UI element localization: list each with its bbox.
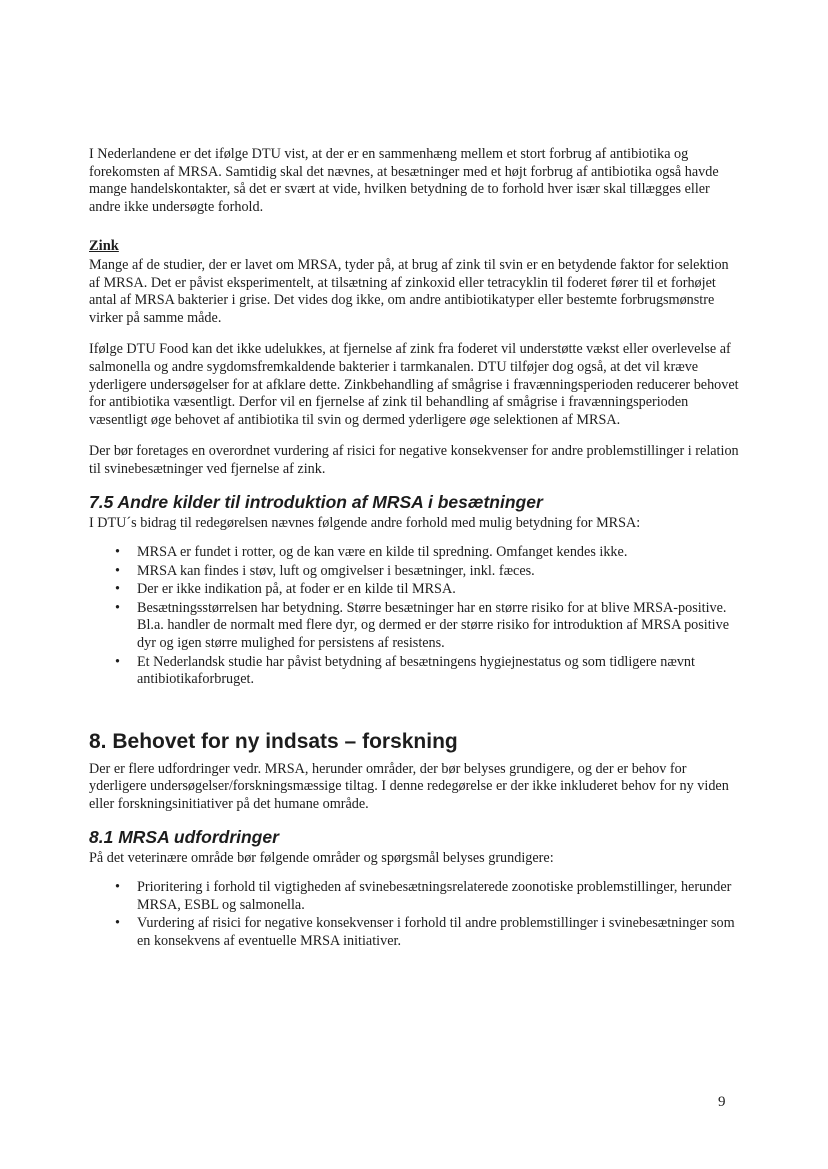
section-8-heading: 8. Behovet for ny indsats – forskning (89, 729, 458, 753)
list-item: • Besætningsstørrelsen har betydning. Større besætninger har en større risiko for at blive MRSA-positive. Bl.a. handler de normalt med flere dyr, og dermed er der større risiko for introduktion af MRSA positive dyr og igen større mulighed for persistens af resistens. (137, 600, 739, 653)
zink-paragraph-2: Ifølge DTU Food kan det ikke udelukkes, at fjernelse af zink fra foderet vil understøtte vækst eller overlevelse af salmonella og andre sygdomsfremkaldende bakterier i tarmkanalen. DTU tilføjer dog også, at det vil kræve yderligere undersøgelser for at afklare dette. Zinkbehandling af smågrise i fravænningsperioden reducerer behovet for antibiotika væsentligt. Derfor vil en fjernelse af zink til behandling af smågrise i fravænningsperioden væsentligt øge behovet af antibiotika til svin og dermed yderligere øge selektionen af MRSA. (89, 341, 739, 428)
section-7-5-heading: 7.5 Andre kilder til introduktion af MRSA i besætninger (89, 491, 543, 512)
section-7-5-bullet-list (89, 544, 739, 689)
intro-paragraph: I Nederlandene er det ifølge DTU vist, at der er en sammenhæng mellem et stort forbrug af antibiotika og forekomsten af MRSA. Samtidig skal det nævnes, at besætninger med et højt forbrug af antibiotika også havde mange handelskontakter, så det er svært at vide, hvilken betydning de to forhold hver især skal tillægges eller andre ikke undersøgte forhold. (89, 146, 719, 215)
zink-paragraph-1: Mange af de studier, der er lavet om MRSA, tyder på, at brug af zink til svin er en betydende faktor for selektion af MRSA. Det er påvist eksperimentelt, at tilsætning af zinkoxid eller tetracyklin til foderet fører til et forhøjet antal af MRSA bakterier i grise. Det vides dog ikke, om andre antibiotikatyper eller bestemte forbrugsmønstre virker på samme måde. (89, 256, 729, 326)
page-number: 9 (718, 1094, 726, 1110)
section-8-1-heading: 8.1 MRSA udfordringer (89, 826, 279, 847)
list-item: • Der er ikke indikation på, at foder er en kilde til MRSA. (137, 581, 739, 599)
section-7-5-intro: I DTU´s bidrag til redegørelsen nævnes følgende andre forhold med mulig betydning for MRSA: (89, 514, 641, 531)
list-item: • Vurdering af risici for negative konsekvenser i forhold til andre problemstillinger i svinebesætninger som en konsekvens af eventuelle MRSA initiativer. (137, 915, 739, 950)
page-content (89, 146, 739, 952)
section-8-1-bullet-list (89, 879, 739, 950)
list-item: • Prioritering i forhold til vigtigheden af svinebesætningsrelaterede zoonotiske problemstillinger, herunder MRSA, ESBL og salmonella. (137, 879, 739, 914)
zink-heading: Zink (89, 238, 119, 255)
zink-paragraph-3: Der bør foretages en overordnet vurdering af risici for negative konsekvenser for andre problemstillinger i relation til svinebesætninger ved fjernelse af zink. (89, 443, 739, 477)
section-8-1-intro: På det veterinære område bør følgende områder og spørgsmål belyses grundigere: (89, 849, 554, 866)
list-item: • MRSA er fundet i rotter, og de kan være en kilde til spredning. Omfanget kendes ikke. (137, 544, 739, 562)
list-item: • Et Nederlandsk studie har påvist betydning af besætningens hygiejnestatus og som tidligere nævnt antibiotikaforbruget. (137, 654, 739, 689)
section-8-paragraph: Der er flere udfordringer vedr. MRSA, herunder områder, der bør belyses grundigere, og der er behov for yderligere undersøgelser/forskningsmæssige tiltag. I denne redegørelse er der ikke inkluderet behov for ny viden eller forskningsinitiativer på det humane område. (89, 760, 729, 813)
list-item: • MRSA kan findes i støv, luft og omgivelser i besætninger, inkl. fæces. (137, 563, 739, 581)
